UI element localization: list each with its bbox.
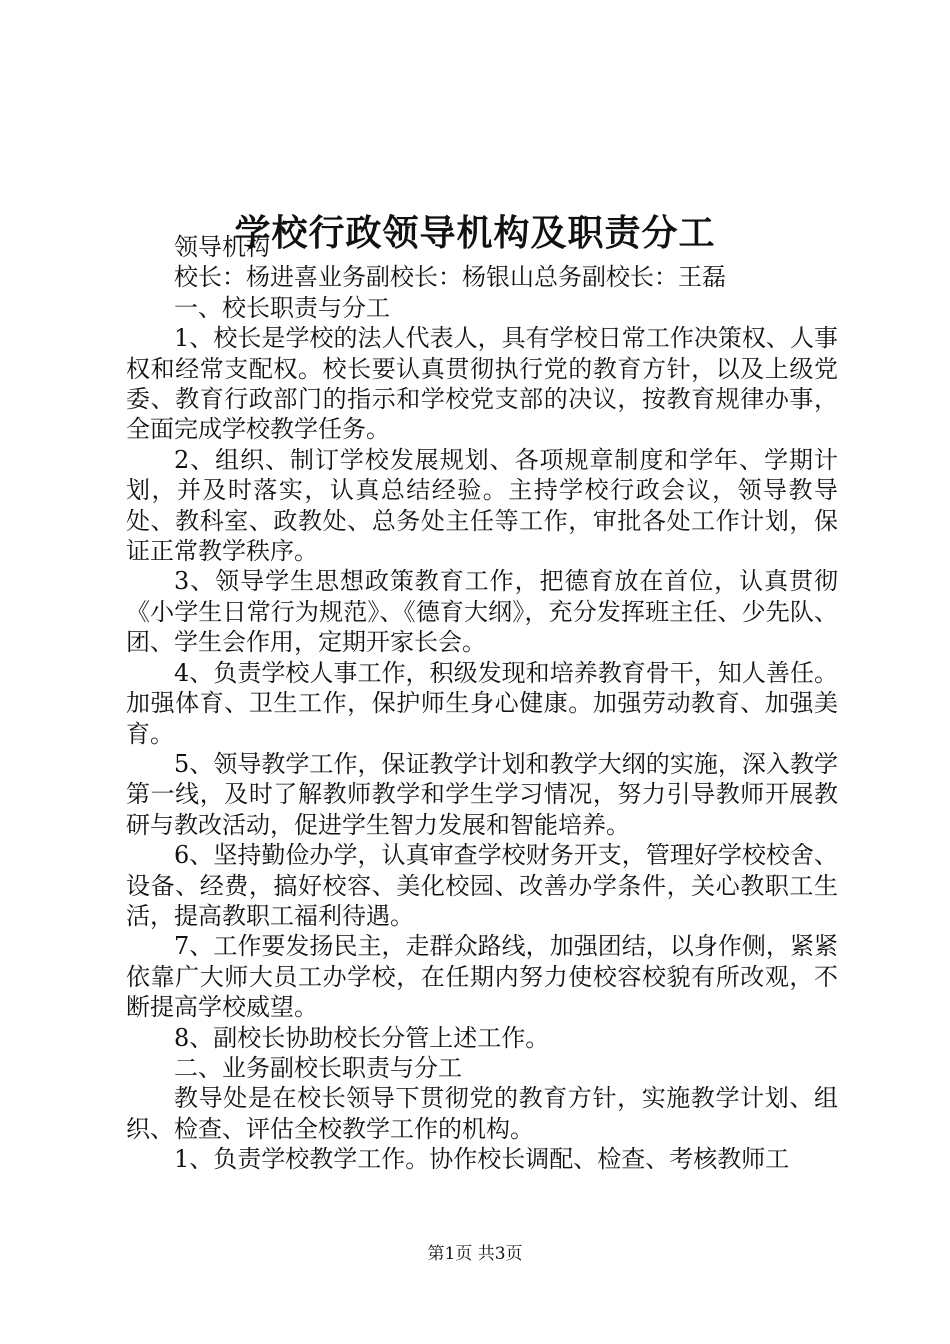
paragraph-academic-office: 教导处是在校长领导下贯彻党的教育方针，实施教学计划、组织、检查、评估全校教学工作的机构。 (126, 1084, 838, 1143)
section-heading-principal: 一、校长职责与分工 (174, 293, 390, 322)
document-title: 学校行政领导机构及职责分工 (234, 212, 716, 255)
paragraph-leadership-members: 校长：杨进喜业务副校长：杨银山总务副校长：王磊 (174, 263, 726, 292)
paragraph-item-3: 3、领导学生思想政策教育工作，把德育放在首位，认真贯彻《小学生日常行为规范》、《德育大纲》，充分发挥班主任、少先队、团、学生会作用，定期开家长会。 (126, 567, 838, 657)
paragraph-item-7: 7、工作要发扬民主，走群众路线，加强团结，以身作侧，紧紧依靠广大师大员工办学校，在任期内努力使校容校貌有所改观，不断提高学校威望。 (126, 932, 838, 1022)
page-number: 第1页 共3页 (427, 1244, 523, 1264)
paragraph-item-2: 2、组织、制订学校发展规划、各项规章制度和学年、学期计划，并及时落实，认真总结经验。主持学校行政会议，领导教导处、教科室、政教处、总务处主任等工作，审批各处工作计划，保证正常教学秩序。 (126, 445, 838, 566)
paragraph-item-6: 6、坚持勤俭办学，认真审查学校财务开支，管理好学校校舍、设备、经费，搞好校容、美化校园、改善办学条件，关心教职工生活，提高教职工福利待遇。 (126, 841, 838, 930)
paragraph-item-4: 4、负责学校人事工作，积级发现和培养教育骨干，知人善任。加强体育、卫生工作，保护师生身心健康。加强劳动教育、加强美育。 (126, 658, 838, 748)
paragraph-item-5: 5、领导教学工作，保证教学计划和教学大纲的实施，深入教学第一线，及时了解教师教学和学生学习情况，努力引导教师开展教研与教改活动，促进学生智力发展和智能培养。 (126, 749, 838, 839)
paragraph-vice-item-1: 1、负责学校教学工作。协作校长调配、检查、考核教师工 (174, 1145, 790, 1174)
paragraph-item-1: 1、校长是学校的法人代表人，具有学校日常工作决策权、人事权和经常支配权。校长要认真贯彻执行党的教育方针，以及上级党委、教育行政部门的指示和学校党支部的决议，按教育规律办事，全面完成学校教学任务。 (126, 324, 838, 444)
section-heading-vice-principal: 二、业务副校长职责与分工 (174, 1053, 462, 1082)
paragraph-leadership-heading: 领导机构 (174, 233, 270, 261)
document-body (126, 232, 838, 1175)
paragraph-item-8: 8、副校长协助校长分管上述工作。 (174, 1023, 550, 1052)
page-footer (0, 1242, 950, 1266)
